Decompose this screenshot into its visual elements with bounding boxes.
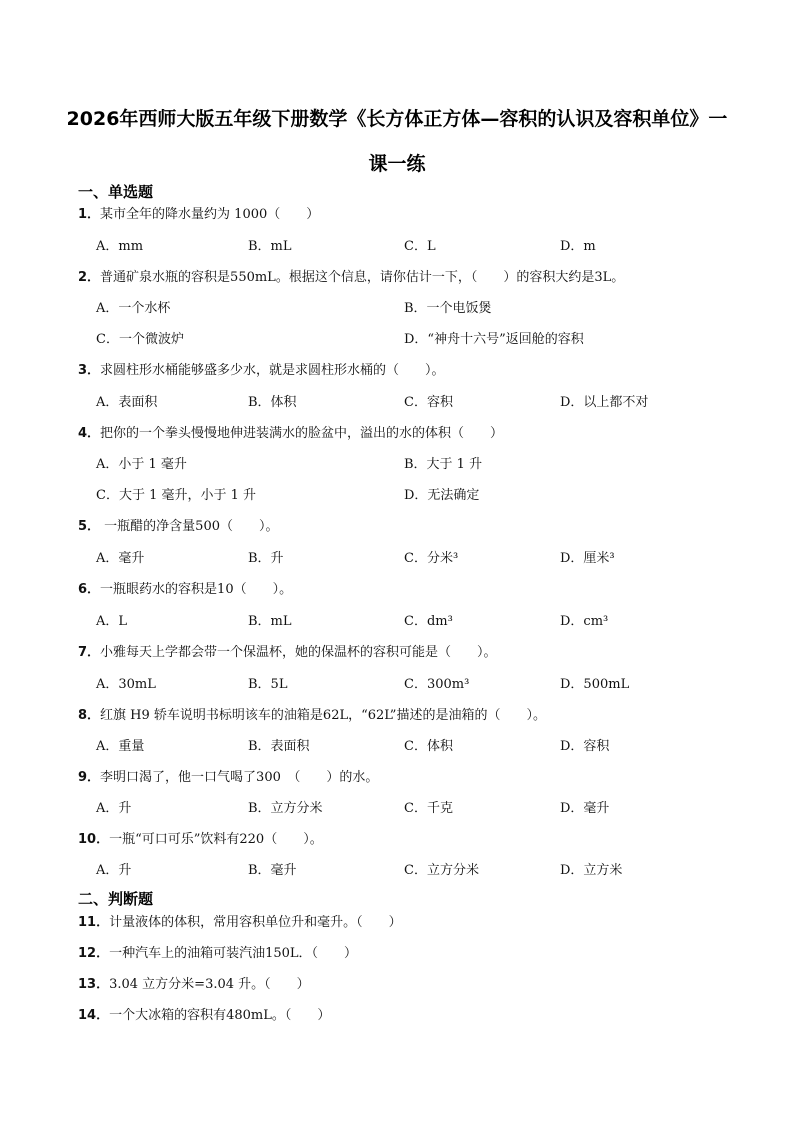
option-b: B．5L (248, 677, 288, 692)
question-14 (78, 1007, 330, 1025)
question-2 (78, 269, 624, 287)
option-c: C．300m³ (404, 677, 470, 692)
question-6 (78, 581, 292, 599)
question-text: 计量液体的体积，常用容积单位升和毫升。（ ） (109, 915, 402, 930)
option-b: B．一个电饭煲 (404, 301, 492, 316)
question-number: 5． (78, 519, 101, 534)
page-title: 2026年西师大版五年级下册数学《长方体正方体—容积的认识及容积单位》一 (66, 108, 728, 130)
question-text: 一瓶“可口可乐”饮料有220（ ）。 (109, 832, 323, 847)
option-c: C．大于 1 毫升，小于 1 升 (96, 488, 257, 503)
question-1 (78, 206, 319, 224)
question-11 (78, 914, 402, 932)
option-d: D．cm³ (560, 614, 609, 629)
option-b: B．立方分米 (248, 801, 323, 816)
option-a: A．表面积 (96, 395, 158, 410)
question-number: 10． (78, 832, 110, 847)
question-text: 3.04 立方分米=3.04 升。（ ） (109, 977, 310, 992)
option-d: D．以上都不对 (560, 395, 649, 410)
question-8 (78, 707, 546, 725)
question-number: 13． (78, 977, 110, 992)
question-number: 8． (78, 708, 101, 723)
question-9 (78, 769, 378, 787)
option-c: C．立方分米 (404, 863, 479, 878)
question-5 (78, 518, 279, 536)
question-text: 李明口渴了，他一口气喝了300 （ ）的水。 (100, 770, 379, 785)
question-4 (78, 425, 503, 443)
question-text: 求圆柱形水桶能够盛多少水，就是求圆柱形水桶的（ ）。 (100, 363, 445, 378)
option-b: B．mL (248, 614, 292, 629)
option-c: C．千克 (404, 801, 453, 816)
question-7 (78, 644, 497, 662)
option-c: C．体积 (404, 739, 453, 754)
question-number: 6． (78, 582, 101, 597)
option-d: D．“神舟十六号”返回舱的容积 (404, 332, 584, 347)
question-number: 2． (78, 270, 101, 285)
question-text: 某市全年的降水量约为 1000（ ） (100, 207, 320, 222)
question-text: 一个大冰箱的容积有480mL。（ ） (109, 1008, 331, 1023)
option-d: D．厘米³ (560, 551, 615, 566)
question-number: 1． (78, 207, 101, 222)
option-b: B．大于 1 升 (404, 457, 483, 472)
option-a: A．升 (96, 801, 132, 816)
option-d: D．容积 (560, 739, 610, 754)
option-b: B．体积 (248, 395, 297, 410)
option-a: A．重量 (96, 739, 145, 754)
question-3 (78, 362, 445, 380)
option-b: B．毫升 (248, 863, 297, 878)
question-number: 14． (78, 1008, 110, 1023)
question-13 (78, 976, 310, 994)
option-d: D．500mL (560, 677, 630, 692)
option-a: A．一个水杯 (96, 301, 171, 316)
option-d: D．无法确定 (404, 488, 480, 503)
question-text: 一瓶醋的净含量500（ ）。 (100, 519, 279, 534)
option-a: A．小于 1 毫升 (96, 457, 187, 472)
question-text: 一种汽车上的油箱可装汽油150L．（ ） (109, 946, 358, 961)
question-text: 红旗 H9 轿车说明书标明该车的油箱是62L，“62L”描述的是油箱的（ ）。 (100, 708, 546, 723)
option-b: B．表面积 (248, 739, 310, 754)
question-12 (78, 945, 357, 963)
question-number: 7． (78, 645, 101, 660)
question-text: 普通矿泉水瓶的容积是550mL。根据这个信息，请你估计一下，（ ）的容积大约是3L。 (100, 270, 625, 285)
section-heading-true-false: 二、判断题 (78, 890, 154, 908)
option-b: B．升 (248, 551, 284, 566)
option-d: D．m (560, 239, 596, 254)
section-heading-single-choice: 一、单选题 (78, 183, 154, 201)
question-text: 一瓶眼药水的容积是10（ ）。 (100, 582, 293, 597)
question-text: 小雅每天上学都会带一个保温杯，她的保温杯的容积可能是（ ）。 (100, 645, 497, 660)
question-number: 3． (78, 363, 101, 378)
option-a: A．L (96, 614, 128, 629)
option-b: B．mL (248, 239, 292, 254)
option-c: C．容积 (404, 395, 453, 410)
option-c: C．一个微波炉 (96, 332, 184, 347)
option-a: A．30mL (96, 677, 156, 692)
option-c: C．L (404, 239, 436, 254)
option-c: C．分米³ (404, 551, 459, 566)
option-a: A．mm (96, 239, 144, 254)
question-number: 4． (78, 426, 101, 441)
page-title-continued: 课一练 (368, 153, 426, 175)
question-number: 9． (78, 770, 101, 785)
question-10 (78, 831, 323, 849)
option-c: C．dm³ (404, 614, 453, 629)
question-number: 11． (78, 915, 110, 930)
option-a: A．升 (96, 863, 132, 878)
option-d: D．毫升 (560, 801, 610, 816)
option-d: D．立方米 (560, 863, 623, 878)
question-number: 12． (78, 946, 110, 961)
option-a: A．毫升 (96, 551, 145, 566)
question-text: 把你的一个拳头慢慢地伸进装满水的脸盆中，溢出的水的体积（ ） (100, 426, 504, 441)
